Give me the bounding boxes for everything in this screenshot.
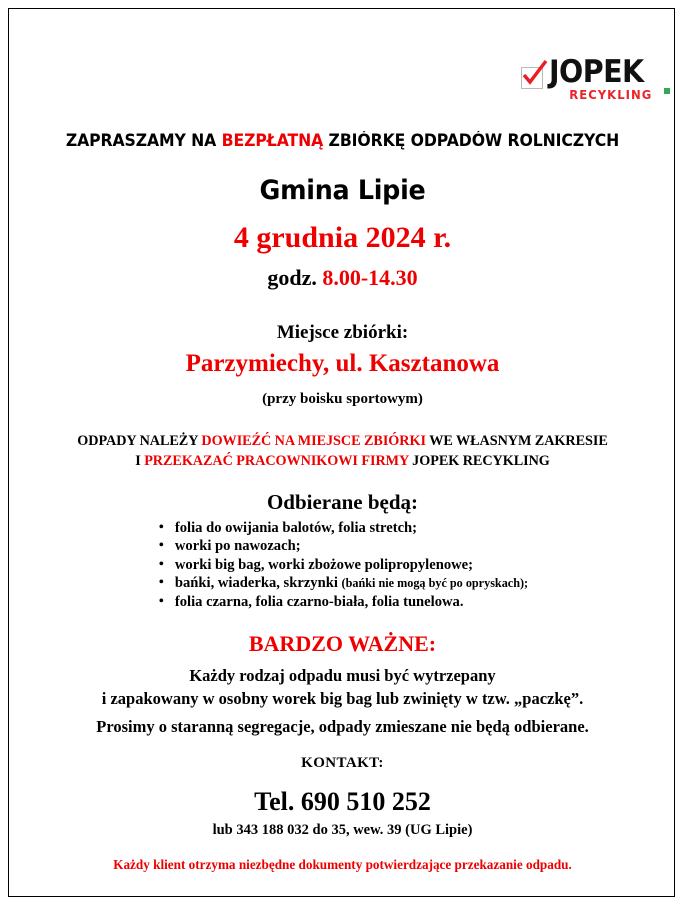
place-label: Miejsce zbiórki: bbox=[276, 322, 409, 343]
important-line1: Każdy rodzaj odpadu musi być wytrzepany bbox=[189, 666, 496, 685]
accepted-items-section bbox=[9, 519, 676, 611]
green-marker-artifact bbox=[664, 88, 670, 94]
place-address: Parzymiechy, ul. Kasztanowa bbox=[185, 350, 500, 377]
list-item-text: folia czarna, folia czarno-biała, folia tunelowa. bbox=[174, 593, 464, 610]
logo-brand: JOPEK bbox=[549, 54, 644, 90]
important-line3: Prosimy o staranną segregacje, odpady zmieszane nie będą odbierane. bbox=[96, 717, 589, 736]
municipality-name: Gmina Lipie bbox=[259, 175, 426, 206]
headline-highlight: BEZPŁATNĄ bbox=[221, 131, 324, 150]
headline-part1: ZAPRASZAMY NA bbox=[65, 131, 222, 150]
list-item bbox=[157, 593, 528, 611]
logo-text bbox=[549, 54, 652, 102]
collection-date: 4 grudnia 2024 r. bbox=[233, 221, 452, 254]
list-item bbox=[157, 519, 528, 537]
poster-content bbox=[9, 9, 676, 898]
rule1-part2: WE WŁASNYM ZAKRESIE bbox=[425, 433, 608, 449]
checkbox-checked-icon bbox=[519, 63, 547, 91]
hours-label: godz. bbox=[267, 265, 323, 290]
list-item bbox=[157, 574, 528, 592]
jopek-recykling-logo bbox=[519, 54, 652, 103]
accepted-items-list bbox=[157, 519, 528, 611]
contact-label: KONTAKT: bbox=[301, 755, 384, 771]
poster-page-frame bbox=[8, 8, 675, 897]
logo-tagline: RECYKLING bbox=[568, 87, 652, 102]
collection-hours bbox=[9, 265, 676, 291]
delivery-rule-line1 bbox=[9, 433, 676, 450]
footer-note: Każdy klient otrzyma niezbędne dokumenty potwierdzające przekazanie odpadu. bbox=[113, 857, 572, 872]
list-item-text: worki po nawozach; bbox=[174, 538, 301, 555]
check-mark-icon bbox=[519, 59, 549, 89]
list-item-text: worki big bag, worki zbożowe polipropylenowe; bbox=[174, 556, 473, 573]
rule2-part2: JOPEK RECYKLING bbox=[408, 453, 550, 469]
rule1-highlight: DOWIEŹĆ NA MIEJSCE ZBIÓRKI bbox=[201, 433, 426, 449]
headline-part2: ZBIÓRKĘ ODPADÓW ROLNICZYCH bbox=[323, 131, 620, 150]
list-item bbox=[157, 537, 528, 555]
contact-phone: Tel. 690 510 252 bbox=[254, 787, 431, 816]
hours-value: 8.00-14.30 bbox=[322, 265, 418, 290]
important-title: BARDZO WAŻNE: bbox=[248, 631, 437, 656]
contact-phone-alternate: lub 343 188 032 do 35, wew. 39 (UG Lipie) bbox=[212, 822, 473, 838]
list-item-text: folia do owijania balotów, folia stretch; bbox=[174, 520, 418, 536]
list-item-text: bańki, wiaderka, skrzynki bbox=[174, 575, 342, 592]
list-item bbox=[157, 556, 528, 574]
important-line2: i zapakowany w osobny worek big bag lub zwinięty w tzw. „paczkę”. bbox=[101, 689, 584, 708]
place-note: (przy boisku sportowym) bbox=[262, 391, 423, 407]
rule2-part1: I bbox=[135, 453, 145, 469]
rule2-highlight: PRZEKAZAĆ PRACOWNIKOWI FIRMY bbox=[144, 453, 409, 469]
delivery-rule-line2 bbox=[9, 453, 676, 470]
rule1-part1: ODPADY NALEŻY bbox=[77, 433, 202, 449]
list-item-note: (bańki nie mogą być po opryskach); bbox=[341, 576, 529, 591]
page-title bbox=[26, 131, 660, 150]
accepted-items-title: Odbierane będą: bbox=[266, 490, 419, 514]
